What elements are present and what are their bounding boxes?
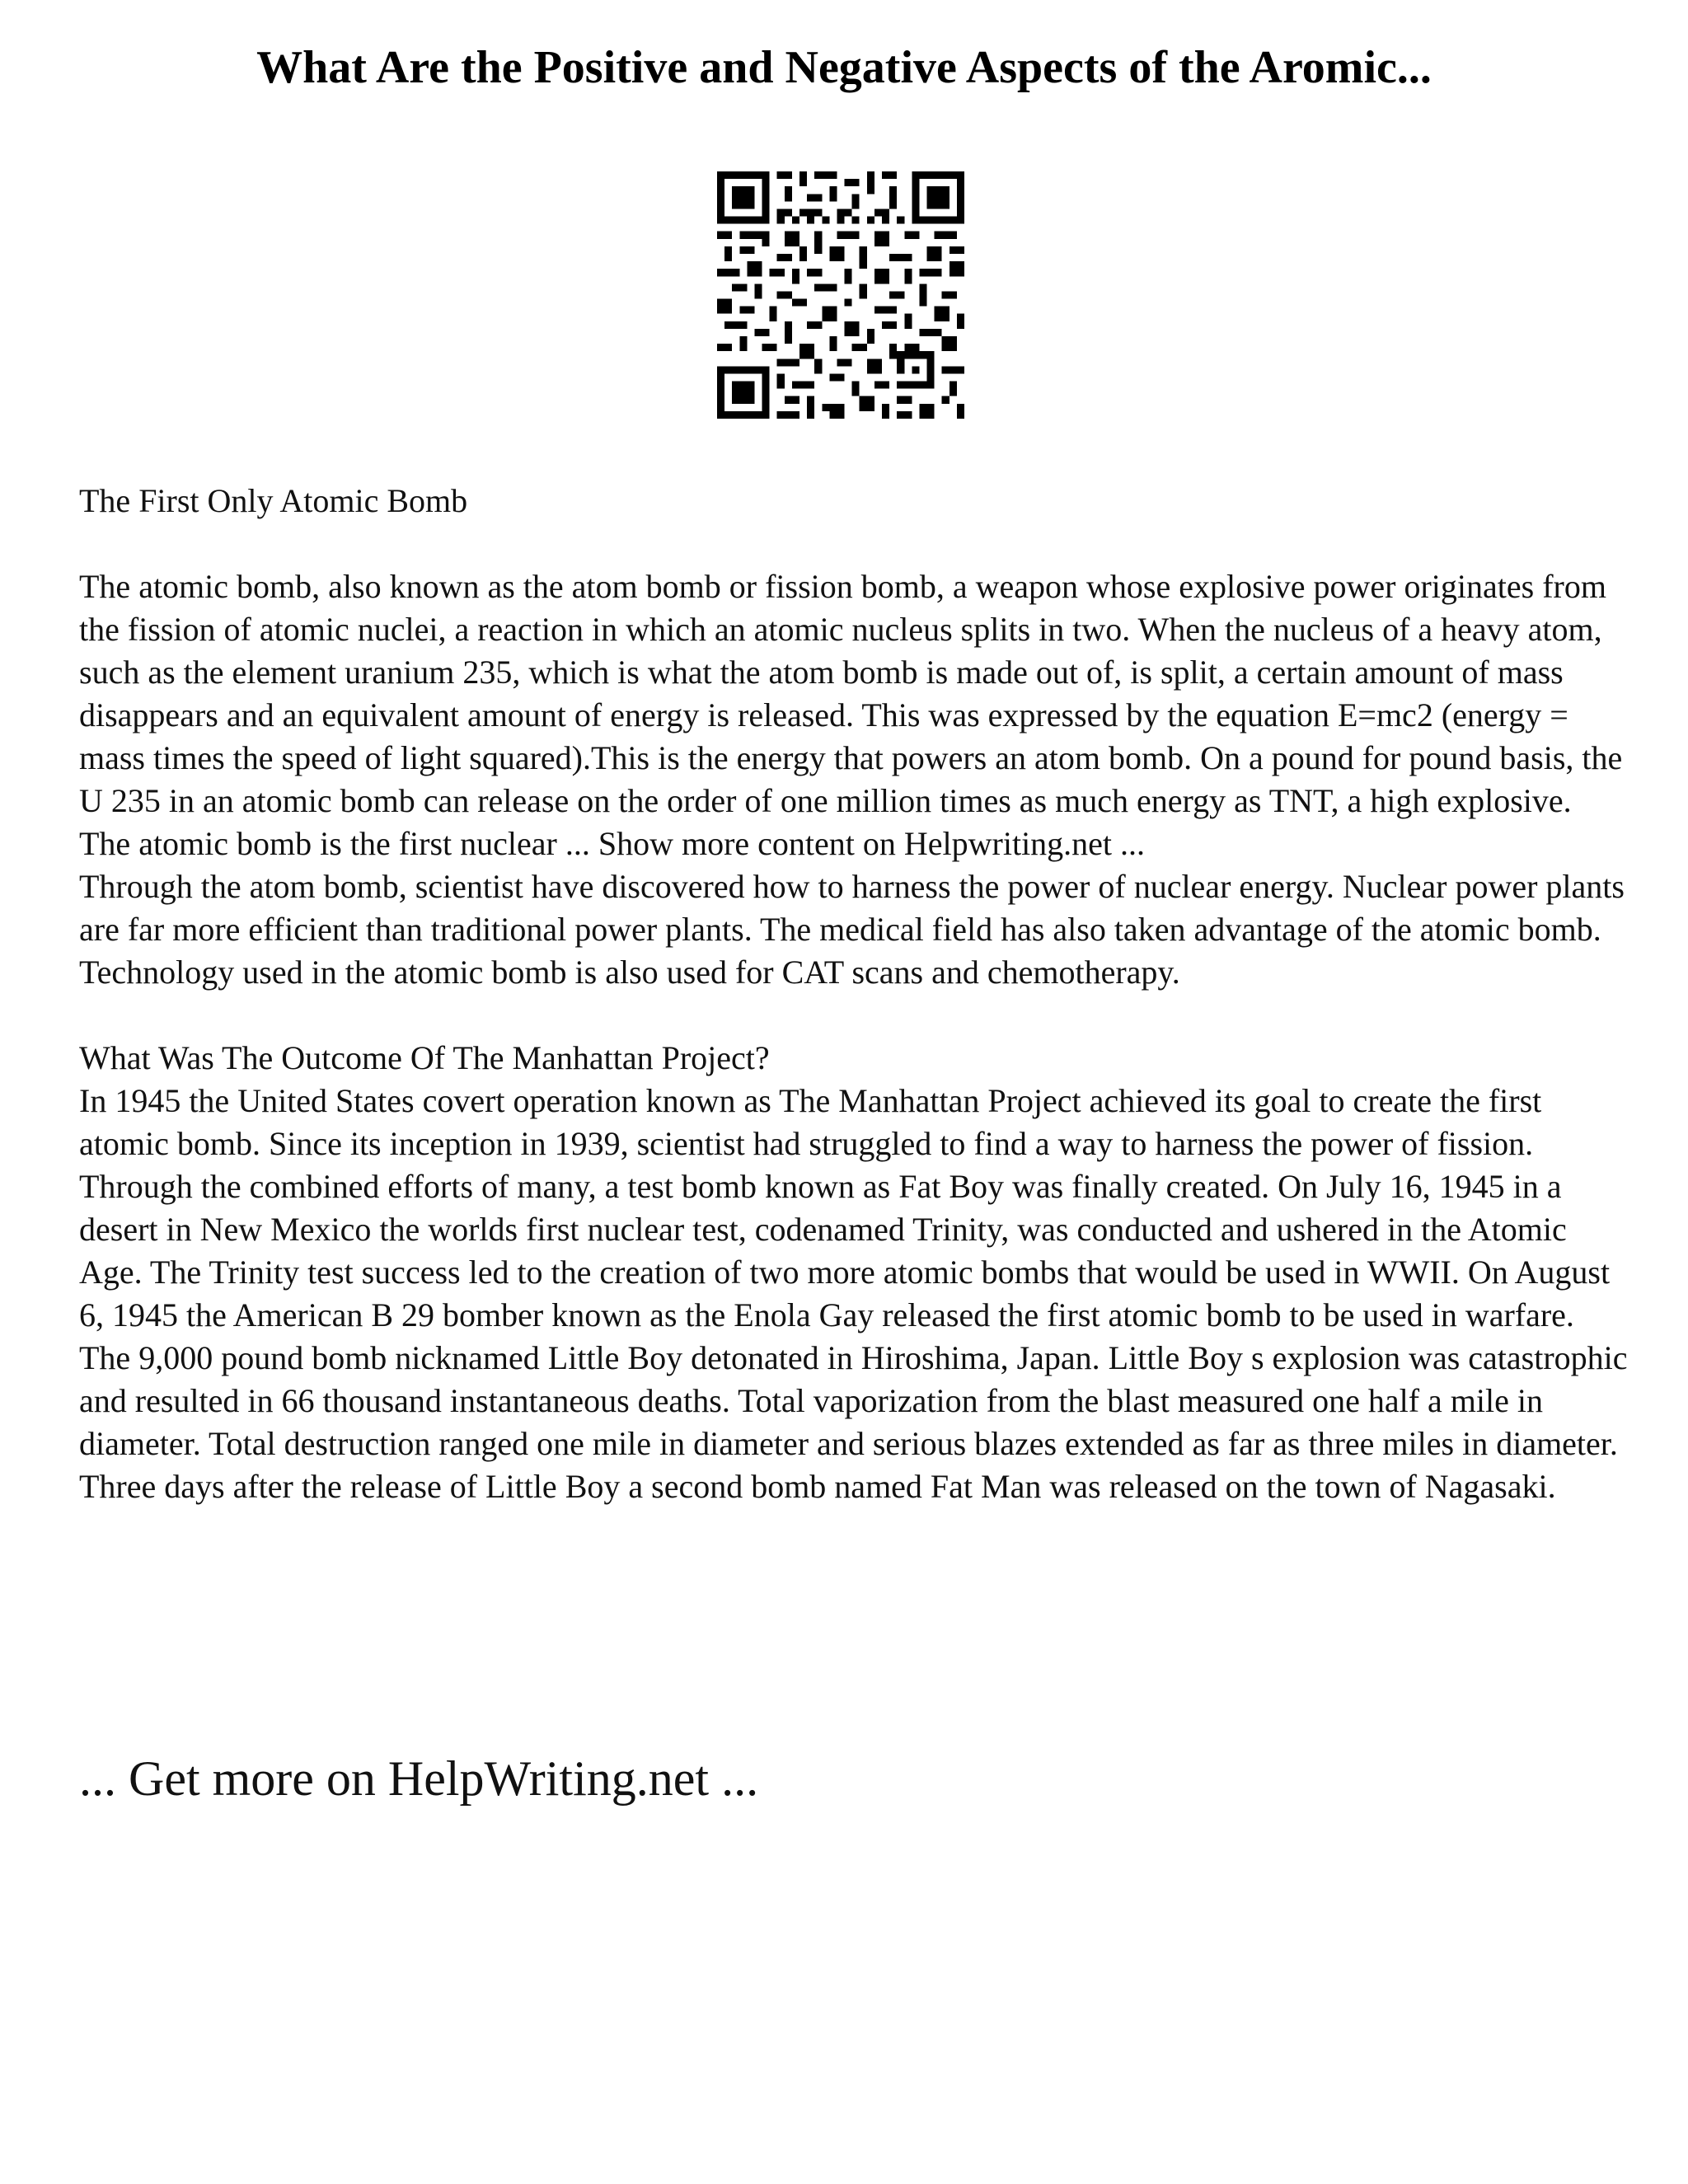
section-heading-first-only-atomic-bomb: The First Only Atomic Bomb — [79, 482, 468, 519]
paragraph-gap — [79, 523, 1629, 565]
document-title: What Are the Positive and Negative Aspects of the Aromic... — [256, 42, 1432, 93]
get-more-link[interactable]: ... Get more on HelpWriting.net ... — [79, 1751, 759, 1806]
paragraph-atomic-bomb-definition: The atomic bomb, also known as the atom bomb or fission bomb, a weapon whose explosive power originates from the fission of atomic nuclei, a reaction in which an atomic nucleus splits in two. When the nucleus of a heavy atom, such as the element uranium 235, which is what the atom bomb is made out of, is split, a certain amount of mass disappears and an equivalent amount of energy is released. This was expressed by the equation E=mc2 (energy = mass times the speed of light squared).This is the energy that powers an atom bomb. On a pound for pound basis, the U 235 in an atomic bomb can release on the order of one million times as much energy as TNT, a high explosive. The atomic bomb is the first nuclear ... Show more content on Helpwriting.net ... — [79, 568, 1623, 862]
paragraph-nuclear-energy-benefits: Through the atom bomb, scientist have discovered how to harness the power of nuclear energy. Nuclear power plants are far more efficient than traditional power plants. The medical field has also taken advantage of the atomic bomb. Technology used in the atomic bomb is also used for CAT scans and chemotherapy. — [79, 868, 1625, 991]
paragraph-manhattan-project-outcome: In 1945 the United States covert operation known as The Manhattan Project achieved its goal to create the first atomic bomb. Since its inception in 1939, scientist had struggled to find a way to harness the power of fission. Through the combined efforts of many, a test bomb known as Fat Boy was finally created. On July 16, 1945 in a desert in New Mexico the worlds first nuclear test, codenamed Trinity, was conducted and ushered in the Atomic Age. The Trinity test success led to the creation of two more atomic bombs that would be used in WWII. On August 6, 1945 the American B 29 bomber known as the Enola Gay released the first atomic bomb to be used in warfare. The 9,000 pound bomb nicknamed Little Boy detonated in Hiroshima, Japan. Little Boy s explosion was catastrophic and resulted in 66 thousand instantaneous deaths. Total vaporization from the blast measured one half a mile in diameter. Total destruction ranged one mile in diameter and serious blazes extended as far as three miles in diameter. Three days after the release of Little Boy a second bomb named Fat Man was released on the town of Nagasaki. — [79, 1082, 1628, 1505]
qr-code-image — [717, 171, 964, 419]
paragraph-gap — [79, 994, 1629, 1037]
section-heading-manhattan-project: What Was The Outcome Of The Manhattan Project? — [79, 1039, 770, 1076]
document-body — [79, 480, 1629, 1508]
